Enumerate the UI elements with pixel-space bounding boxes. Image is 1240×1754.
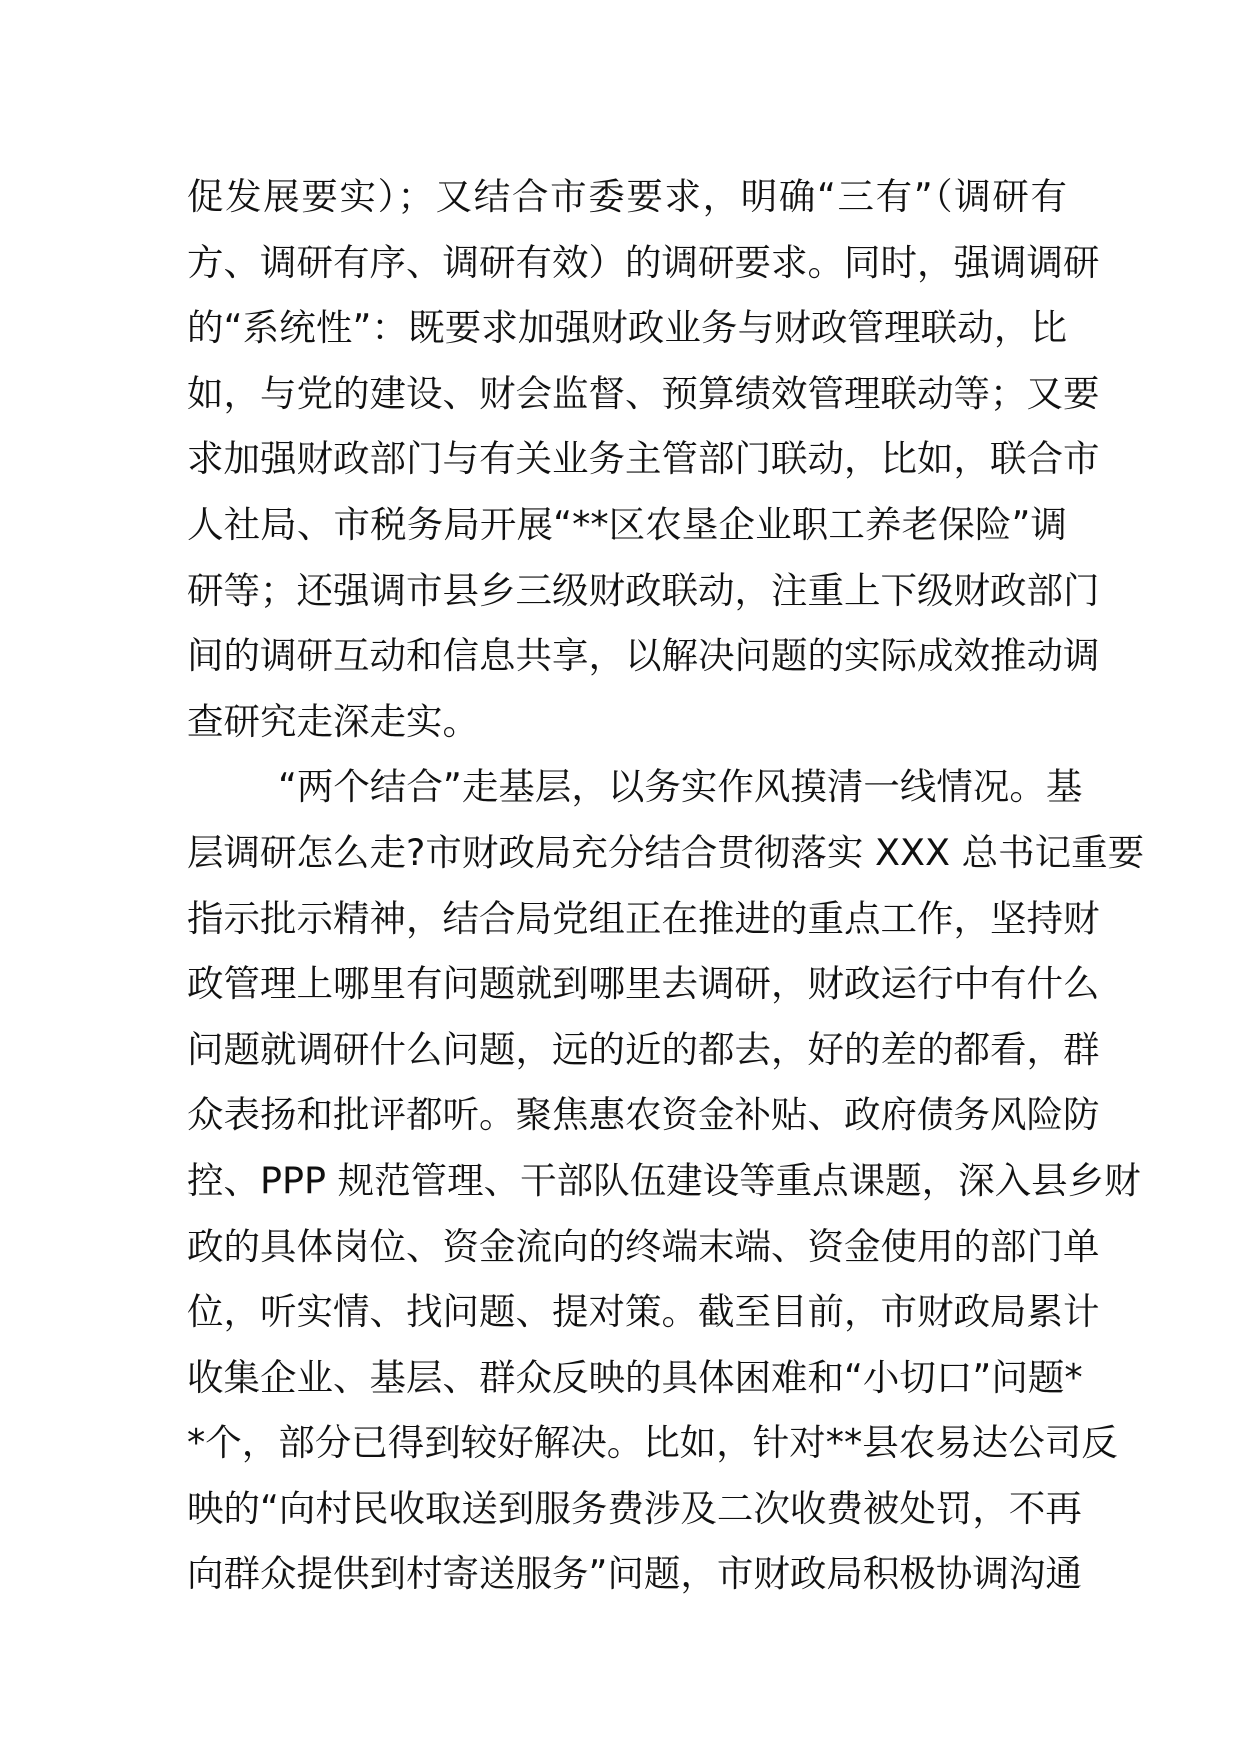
text-line: 求加强财政部门与有关业务主管部门联动，比如，联合市: [187, 437, 1100, 481]
text-line: 众表扬和批评都听。聚焦惠农资金补贴、政府债务风险防: [187, 1093, 1100, 1137]
text-line: 控、PPP 规范管理、干部队伍建设等重点课题，深入县乡财: [187, 1158, 1141, 1202]
text-line: 收集企业、基层、群众反映的具体困难和“小切口”问题*: [187, 1355, 1083, 1399]
text-line: 如，与党的建设、财会监督、预算绩效管理联动等；又要: [187, 371, 1100, 415]
text-line: 问题就调研什么问题，远的近的都去，好的差的都看，群: [187, 1027, 1100, 1071]
text-line: 人社局、市税务局开展“**区农垦企业职工养老保险”调: [187, 502, 1067, 546]
text-line: 政的具体岗位、资金流向的终端末端、资金使用的部门单: [187, 1224, 1100, 1268]
text-line: 的“系统性”：既要求加强财政业务与财政管理联动，比: [187, 306, 1067, 350]
paragraph-end-line: 查研究走深走实。: [187, 699, 479, 743]
text-line: *个，部分已得到较好解决。比如，针对**县农易达公司反: [187, 1421, 1118, 1465]
text-line: 层调研怎么走?市财政局充分结合贯彻落实 XXX 总书记重要: [187, 830, 1145, 874]
text-line: 位，听实情、找问题、提对策。截至目前，市财政局累计: [187, 1290, 1100, 1334]
text-line: 指示批示精神，结合局党组正在推进的重点工作，坚持财: [187, 896, 1100, 940]
paragraph-first-line: “两个结合”走基层，以务实作风摸清一线情况。基: [278, 765, 1083, 809]
text-line: 促发展要实）；又结合市委要求，明确“三有”（调研有: [187, 175, 1067, 218]
body-text: [187, 164, 1145, 1607]
text-line: 向群众提供到村寄送服务”问题，市财政局积极协调沟通: [187, 1552, 1082, 1596]
text-line: 政管理上哪里有问题就到哪里去调研，财政运行中有什么: [187, 962, 1100, 1006]
text-line: 映的“向村民收取送到服务费涉及二次收费被处罚，不再: [187, 1486, 1082, 1530]
text-line: 间的调研互动和信息共享，以解决问题的实际成效推动调: [187, 634, 1100, 678]
text-line: 方、调研有序、调研有效）的调研要求。同时，强调调研: [187, 240, 1100, 284]
text-line: 研等；还强调市县乡三级财政联动，注重上下级财政部门: [187, 568, 1100, 612]
